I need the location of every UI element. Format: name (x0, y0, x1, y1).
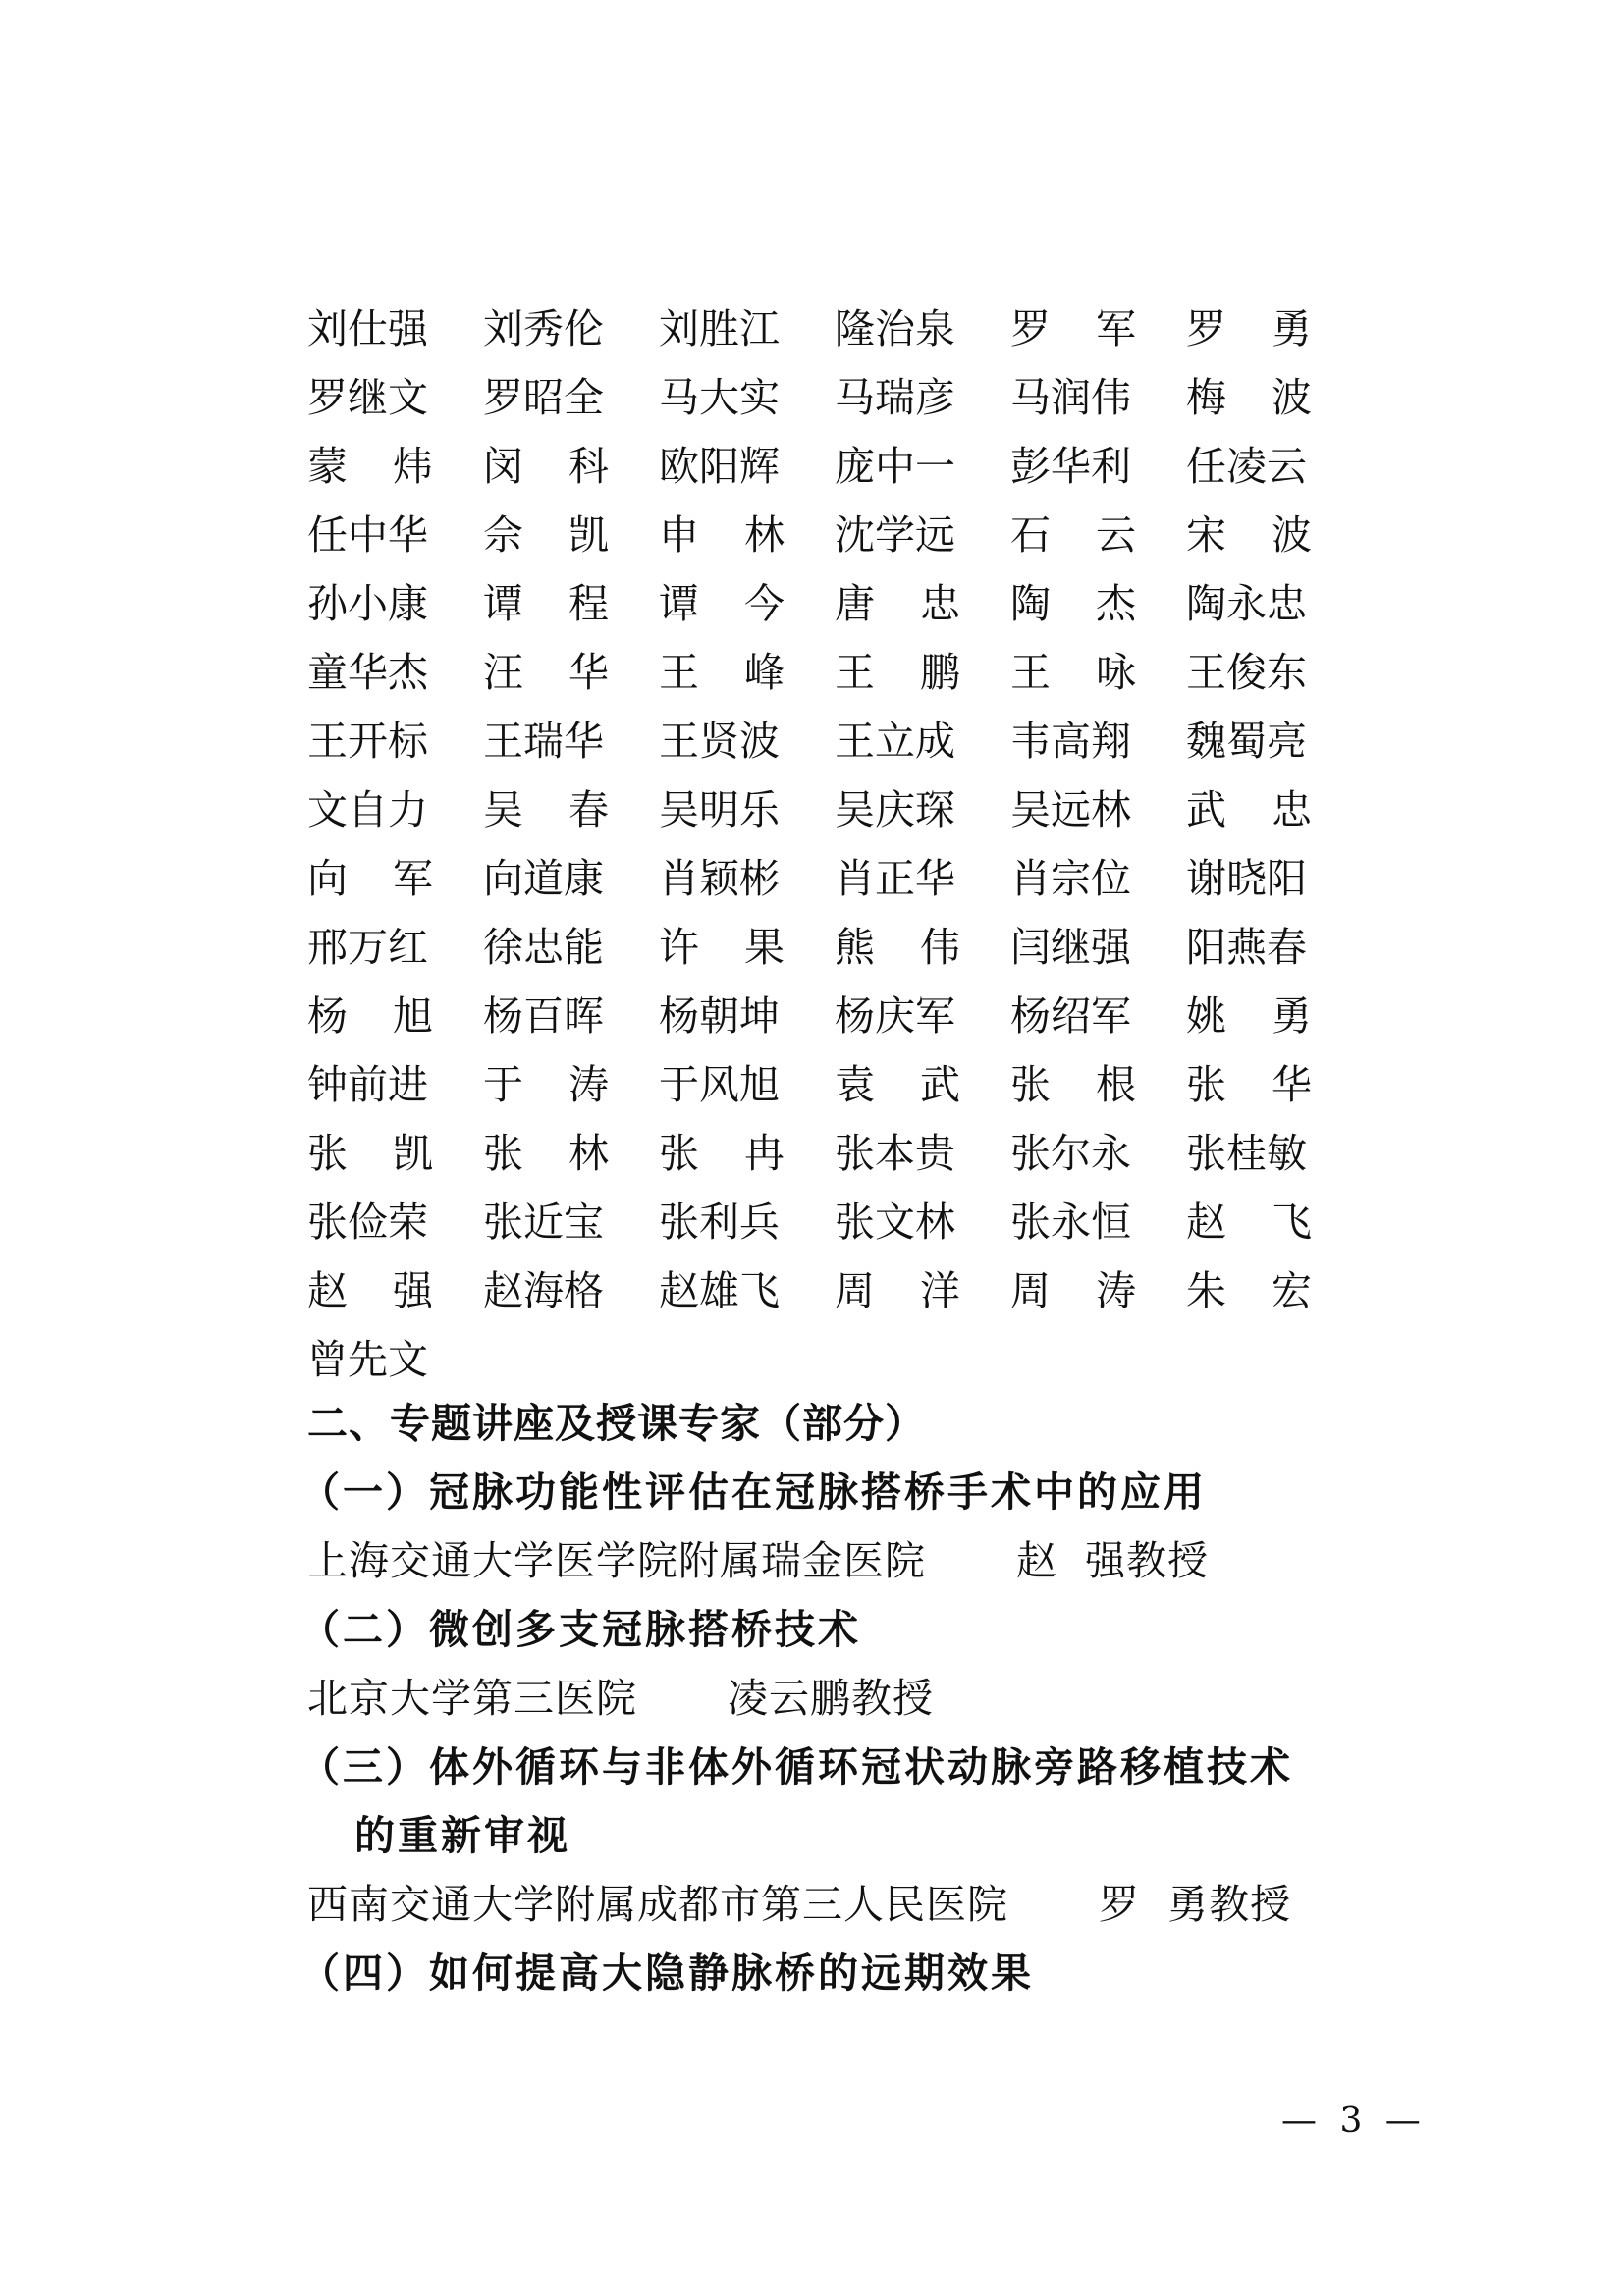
name-entry (307, 1050, 483, 1119)
name-row (307, 1188, 1368, 1256)
name-row (307, 775, 1368, 844)
name-entry (1186, 1119, 1362, 1188)
name-text: 沈学远 (835, 511, 955, 559)
name-text: 任中华 (307, 511, 428, 559)
name-text: 王开标 (307, 718, 428, 765)
name-text: 韦高翔 (1010, 718, 1131, 765)
name-row (307, 982, 1368, 1050)
name-entry (659, 569, 835, 638)
name-entry (1010, 982, 1186, 1050)
page-number: — 3 — (1281, 2101, 1427, 2141)
name-text: 杨绍军 (1010, 992, 1131, 1040)
name-text: 吴 春 (483, 786, 609, 833)
name-text: 张永恒 (1010, 1199, 1131, 1246)
name-entry (483, 844, 659, 913)
name-text: 杨 旭 (307, 992, 433, 1040)
name-entry (1186, 844, 1362, 913)
name-entry (659, 638, 835, 707)
section-heading: 二、专题讲座及授课专家（部分） (307, 1400, 926, 1447)
name-text: 徐忠能 (483, 924, 604, 971)
name-entry (1186, 501, 1362, 569)
name-entry (659, 1119, 835, 1188)
name-text: 王瑞华 (483, 718, 604, 765)
name-text: 王立成 (835, 718, 955, 765)
name-text: 姚 勇 (1186, 992, 1312, 1040)
name-text: 孙小康 (307, 580, 428, 627)
name-text: 张桂敏 (1186, 1130, 1307, 1177)
name-text: 罗 军 (1010, 305, 1136, 352)
name-entry (483, 1119, 659, 1188)
name-entry (483, 294, 659, 363)
name-entry (307, 982, 483, 1050)
name-text: 魏蜀亮 (1186, 718, 1307, 765)
name-entry (659, 1050, 835, 1119)
name-row (307, 844, 1368, 913)
name-text: 张本贵 (835, 1130, 955, 1177)
name-entry (1010, 569, 1186, 638)
name-row (307, 1256, 1368, 1325)
name-text: 罗昭全 (483, 374, 604, 421)
name-entry (307, 775, 483, 844)
name-entry (835, 294, 1010, 363)
name-row (307, 569, 1368, 638)
name-entry (307, 1188, 483, 1256)
name-text: 赵 强 (307, 1267, 433, 1314)
name-row (307, 638, 1368, 707)
name-entry (1186, 1188, 1362, 1256)
name-text: 许 果 (659, 924, 785, 971)
name-row (307, 432, 1368, 501)
name-text: 佘 凯 (483, 511, 609, 559)
name-text: 张 林 (483, 1130, 609, 1177)
name-text: 罗 勇 (1186, 305, 1312, 352)
name-entry (1010, 1256, 1186, 1325)
name-entry (1010, 363, 1186, 432)
name-entry (307, 501, 483, 569)
name-entry (307, 707, 483, 775)
name-text: 申 林 (659, 511, 785, 559)
topic-1-title: （一）冠脉功能性评估在冠脉搭桥手术中的应用 (299, 1468, 1207, 1516)
name-text: 向道康 (483, 855, 604, 902)
name-row (307, 294, 1368, 363)
name-entry (307, 363, 483, 432)
name-text: 肖颖彬 (659, 855, 780, 902)
name-entry (1186, 432, 1362, 501)
name-text: 于 涛 (483, 1061, 609, 1108)
name-text: 汪 华 (483, 649, 609, 696)
name-text: 王俊东 (1186, 649, 1307, 696)
topic-1-expert: 赵 强教授 (1016, 1537, 1210, 1584)
name-text: 袁 武 (835, 1061, 960, 1108)
name-entry (483, 432, 659, 501)
name-text: 吴庆琛 (835, 786, 955, 833)
name-entry (1186, 294, 1362, 363)
name-entry (1186, 1256, 1362, 1325)
name-entry (483, 913, 659, 982)
name-text: 刘仕强 (307, 305, 428, 352)
name-text: 杨庆军 (835, 992, 955, 1040)
name-text: 张近宝 (483, 1199, 604, 1246)
name-entry (483, 1188, 659, 1256)
name-text: 王 峰 (659, 649, 785, 696)
name-entry (1010, 1188, 1186, 1256)
name-text: 陶 杰 (1010, 580, 1136, 627)
name-text: 梅 波 (1186, 374, 1312, 421)
name-entry (1186, 363, 1362, 432)
name-entry (483, 707, 659, 775)
topic-3-speaker (307, 1870, 1387, 1939)
name-entry (483, 775, 659, 844)
name-entry (835, 363, 1010, 432)
name-entry (1186, 1050, 1362, 1119)
name-entry (1010, 501, 1186, 569)
name-entry (483, 569, 659, 638)
name-entry (1010, 844, 1186, 913)
name-text: 张利兵 (659, 1199, 780, 1246)
name-text: 吴明乐 (659, 786, 780, 833)
name-entry (659, 707, 835, 775)
name-entry (1010, 913, 1186, 982)
name-text: 谢晓阳 (1186, 855, 1307, 902)
name-text: 杨朝坤 (659, 992, 780, 1040)
topic-3-expert: 罗 勇教授 (1099, 1881, 1292, 1928)
name-text: 周 涛 (1010, 1267, 1136, 1314)
name-entry (835, 707, 1010, 775)
name-text: 吴远林 (1010, 786, 1131, 833)
name-text: 曾先文 (307, 1336, 428, 1383)
name-entry (1186, 913, 1362, 982)
name-entry (307, 432, 483, 501)
name-text: 杨百晖 (483, 992, 604, 1040)
name-entry (659, 1256, 835, 1325)
name-text: 钟前进 (307, 1061, 428, 1108)
name-row (307, 363, 1368, 432)
name-entry (1010, 775, 1186, 844)
name-entry (483, 1050, 659, 1119)
name-text: 谭 程 (483, 580, 609, 627)
name-entry (659, 913, 835, 982)
name-entry (1010, 1050, 1186, 1119)
name-entry (483, 638, 659, 707)
name-text: 赵 飞 (1186, 1199, 1312, 1246)
name-entry (1186, 707, 1362, 775)
name-entry (835, 844, 1010, 913)
name-entry (835, 1050, 1010, 1119)
name-text: 王贤波 (659, 718, 780, 765)
name-text: 童华杰 (307, 649, 428, 696)
name-text: 张文林 (835, 1199, 955, 1246)
name-text: 张俭荣 (307, 1199, 428, 1246)
name-entry (835, 1256, 1010, 1325)
name-text: 马瑞彦 (835, 374, 955, 421)
name-entry (483, 363, 659, 432)
name-text: 王 咏 (1010, 649, 1136, 696)
name-text: 石 云 (1010, 511, 1136, 559)
name-text: 马大实 (659, 374, 780, 421)
name-text: 熊 伟 (835, 924, 960, 971)
name-text: 张尔永 (1010, 1130, 1131, 1177)
name-entry (483, 1256, 659, 1325)
name-text: 张 华 (1186, 1061, 1312, 1108)
name-entry (659, 501, 835, 569)
name-entry (307, 569, 483, 638)
topic-3-institution: 西南交通大学附属成都市第三人民医院 (307, 1881, 1008, 1928)
name-entry (307, 844, 483, 913)
name-entry (659, 844, 835, 913)
name-text: 朱 宏 (1186, 1267, 1312, 1314)
name-entry (659, 982, 835, 1050)
name-entry (307, 638, 483, 707)
name-row (307, 707, 1368, 775)
name-entry (659, 363, 835, 432)
name-entry (659, 432, 835, 501)
name-text: 宋 波 (1186, 511, 1312, 559)
name-text: 阳燕春 (1186, 924, 1307, 971)
name-text: 唐 忠 (835, 580, 960, 627)
name-entry (483, 982, 659, 1050)
name-entry (835, 1119, 1010, 1188)
name-text: 邢万红 (307, 924, 428, 971)
topic-2-speaker (307, 1664, 1387, 1733)
name-text: 文自力 (307, 786, 428, 833)
name-entry (1010, 294, 1186, 363)
name-text: 刘胜江 (659, 305, 780, 352)
name-text: 赵海格 (483, 1267, 604, 1314)
name-text: 任凌云 (1186, 443, 1307, 490)
name-text: 王 鹏 (835, 649, 960, 696)
name-text: 向 军 (307, 855, 433, 902)
name-list (307, 294, 1368, 1394)
name-text: 隆治泉 (835, 305, 955, 352)
name-text: 张 根 (1010, 1061, 1136, 1108)
name-entry (1010, 1119, 1186, 1188)
name-text: 周 洋 (835, 1267, 960, 1314)
name-text: 庞中一 (835, 443, 955, 490)
topic-1-speaker (307, 1526, 1387, 1595)
name-text: 陶永忠 (1186, 580, 1307, 627)
name-entry (835, 775, 1010, 844)
name-entry (1186, 638, 1362, 707)
name-entry (307, 1325, 483, 1394)
name-entry (483, 501, 659, 569)
topic-3-title-continued: 的重新审视 (354, 1812, 570, 1859)
name-entry (1010, 432, 1186, 501)
topic-1-institution: 上海交通大学医学院附属瑞金医院 (307, 1537, 926, 1584)
name-entry (307, 913, 483, 982)
name-entry (835, 1188, 1010, 1256)
name-entry (835, 569, 1010, 638)
topic-3-title: （三）体外循环与非体外循环冠状动脉旁路移植技术 (299, 1743, 1293, 1790)
name-text: 闵 科 (483, 443, 609, 490)
name-row (307, 1325, 1368, 1394)
name-row (307, 1119, 1368, 1188)
name-text: 罗继文 (307, 374, 428, 421)
name-entry (1186, 569, 1362, 638)
name-entry (1186, 775, 1362, 844)
name-text: 谭 今 (659, 580, 785, 627)
name-entry (659, 775, 835, 844)
name-row (307, 501, 1368, 569)
name-text: 刘秀伦 (483, 305, 604, 352)
name-text: 马润伟 (1010, 374, 1131, 421)
topic-4-title: （四）如何提高大隐静脉桥的远期效果 (299, 1949, 1034, 1997)
topic-2-title: （二）微创多支冠脉搭桥技术 (299, 1606, 861, 1653)
name-entry (659, 294, 835, 363)
name-entry (835, 638, 1010, 707)
name-text: 张 凯 (307, 1130, 433, 1177)
name-text: 赵雄飞 (659, 1267, 780, 1314)
name-entry (835, 982, 1010, 1050)
name-text: 于风旭 (659, 1061, 780, 1108)
name-text: 肖正华 (835, 855, 955, 902)
name-text: 闫继强 (1010, 924, 1131, 971)
name-entry (835, 913, 1010, 982)
name-entry (307, 294, 483, 363)
name-entry (1010, 707, 1186, 775)
name-entry (1186, 982, 1362, 1050)
name-text: 彭华利 (1010, 443, 1131, 490)
name-row (307, 913, 1368, 982)
name-text: 欧阳辉 (659, 443, 780, 490)
name-text: 张 冉 (659, 1130, 785, 1177)
name-entry (307, 1119, 483, 1188)
name-text: 肖宗位 (1010, 855, 1131, 902)
name-entry (835, 501, 1010, 569)
name-entry (659, 1188, 835, 1256)
name-entry (307, 1256, 483, 1325)
name-entry (835, 432, 1010, 501)
name-row (307, 1050, 1368, 1119)
topic-2-institution: 北京大学第三医院 (307, 1675, 637, 1722)
name-text: 武 忠 (1186, 786, 1312, 833)
name-text: 蒙 炜 (307, 443, 433, 490)
name-entry (1010, 638, 1186, 707)
topic-2-expert: 凌云鹏教授 (728, 1675, 934, 1722)
